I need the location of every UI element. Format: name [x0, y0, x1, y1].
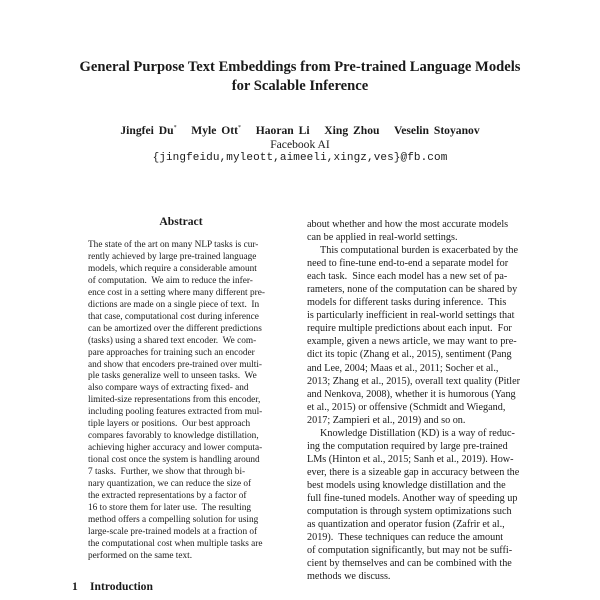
abstract-line: rently achieved by large pre-trained language — [88, 251, 257, 262]
abstract-line: that case, computational cost during inference — [88, 311, 259, 322]
text-line: about whether and how the most accurate models — [307, 219, 509, 230]
abstract-line: limited-size representations from this encoder, — [88, 395, 261, 406]
text-line: ing the computation required by large pre-trained — [307, 440, 508, 452]
text-line: et al., 2015) or offensive (Schmidt and Wiegand, — [307, 401, 506, 413]
abstract-line: ence cost in a setting where many different pre- — [88, 287, 265, 298]
section-number: 1 — [72, 580, 78, 593]
text-line: example, given a news article, we may want to pre- — [307, 336, 517, 348]
abstract-line: method offers a compelling solution for using — [88, 514, 259, 525]
text-line: each task. Since each model has a new set of pa- — [307, 271, 508, 283]
text-line: can be applied in real-world settings. — [307, 232, 458, 244]
abstract-line: the extracted representations by a factor of — [88, 491, 247, 502]
abstract-line: models, which require a considerable amount — [88, 263, 257, 274]
abstract-heading: Abstract — [159, 215, 203, 228]
abstract-line: the computational cost when multiple tasks are — [88, 538, 263, 549]
abstract-line: achieving higher accuracy and lower computa- — [88, 443, 263, 454]
text-line: 2013; Zhang et al., 2015), overall text quality (Pitler — [307, 375, 521, 387]
text-line: of computation significantly, but may not be suffi- — [307, 545, 513, 557]
text-line: Knowledge Distillation (KD) is a way of reduc- — [320, 427, 515, 439]
paragraph — [307, 218, 531, 244]
section-heading-introduction — [72, 580, 153, 594]
author-name: Myle Ott — [191, 124, 239, 137]
affiliation: Facebook AI — [270, 138, 330, 151]
abstract-line: compares favorably to knowledge distillation, — [88, 431, 259, 442]
abstract-line: large-scale pre-trained models at a fraction of — [88, 526, 258, 537]
text-line: require multiple predictions about each input. For — [307, 323, 512, 335]
text-line: models for different tasks during inference. This — [307, 297, 507, 309]
author-name: Xing Zhou — [324, 124, 380, 137]
abstract-line: pare approaches for training such an encoder — [88, 347, 255, 358]
text-line: cient by themselves and can be combined with the — [307, 558, 512, 570]
text-line: need to fine-tune end-to-end a separate model for — [307, 258, 509, 270]
abstract-line: can be amortized over the different predictions — [88, 323, 262, 334]
text-line: and Nenkova, 2008), whether it is humorous (Yang — [307, 388, 516, 400]
abstract-line: of computation. We aim to reduce the infer- — [88, 275, 253, 286]
paragraph — [307, 244, 531, 427]
abstract-line: including pooling features extracted from mul- — [88, 407, 263, 418]
abstract-line: performed on the same text. — [88, 550, 193, 561]
author-name: Jingfei Du — [120, 124, 174, 137]
abstract-line: The state of the art on many NLP tasks is cur- — [88, 240, 259, 250]
text-line: 2019). These techniques can reduce the amount — [307, 532, 504, 544]
text-line: computation is through system optimizations such — [307, 506, 512, 518]
text-line: as quantization and operator fusion (Zafrir et al., — [307, 519, 505, 531]
paragraph — [307, 427, 531, 584]
paper-title-line-1: General Purpose Text Embeddings from Pre-trained Language Models — [79, 59, 521, 75]
section-title: Introduction — [90, 580, 153, 593]
text-line: methods we discuss. — [307, 571, 391, 583]
abstract-body — [88, 240, 275, 563]
text-line: ever, there is a sizeable gap in accuracy between the — [307, 466, 520, 478]
abstract-line: 7 tasks. Further, we show that through bi- — [88, 467, 246, 478]
text-line: full fine-tuned models. Another way of speeding up — [307, 492, 518, 504]
abstract-line: 16 to store them for later use. The resulting — [88, 502, 251, 513]
abstract-line: ple tasks generalize well to unseen tasks. We — [88, 371, 257, 382]
author-mark: * — [173, 125, 177, 131]
text-line: 2017; Zampieri et al., 2019) and so on. — [307, 414, 466, 426]
text-line: dict its topic (Zhang et al., 2015), sentiment (Pang — [307, 349, 512, 361]
paper-title — [60, 58, 540, 96]
author-name: Veselin Stoyanov — [393, 124, 480, 137]
paper-title-line-2: for Scalable Inference — [231, 78, 369, 94]
abstract-line: dictions are made on a single piece of text. In — [88, 299, 260, 310]
author-name: Haoran Li — [255, 124, 310, 137]
introduction-body — [307, 218, 531, 583]
abstract-line: also compare ways of extracting fixed- and — [88, 383, 249, 394]
abstract-line: and show that encoders pre-trained over multi- — [88, 359, 262, 370]
abstract-line: tiple layers or positions. Our best approach — [88, 419, 251, 430]
abstract-line: tional cost once the system is handling around — [88, 455, 260, 466]
author-mark: * — [238, 125, 242, 131]
text-line: LMs (Hinton et al., 2015; Sanh et al., 2019). How- — [307, 453, 514, 465]
text-line: best models using knowledge distillation and the — [307, 479, 506, 491]
abstract-line: (tasks) using a shared text encoder. We com- — [88, 335, 257, 346]
author-emails: {jingfeidu,myleott,aimeeli,xingz,ves}@fb.com — [152, 152, 448, 164]
text-line: and Lee, 2004; Maas et al., 2011; Socher et al., — [307, 362, 499, 374]
author-list — [60, 121, 540, 138]
text-line: rameters, none of the computation can be shared by — [307, 284, 518, 296]
text-line: This computational burden is exacerbated by the — [320, 245, 519, 257]
abstract-line: nary quantization, we can reduce the size of — [88, 479, 252, 490]
text-line: is particularly inefficient in real-world settings that — [307, 310, 515, 322]
